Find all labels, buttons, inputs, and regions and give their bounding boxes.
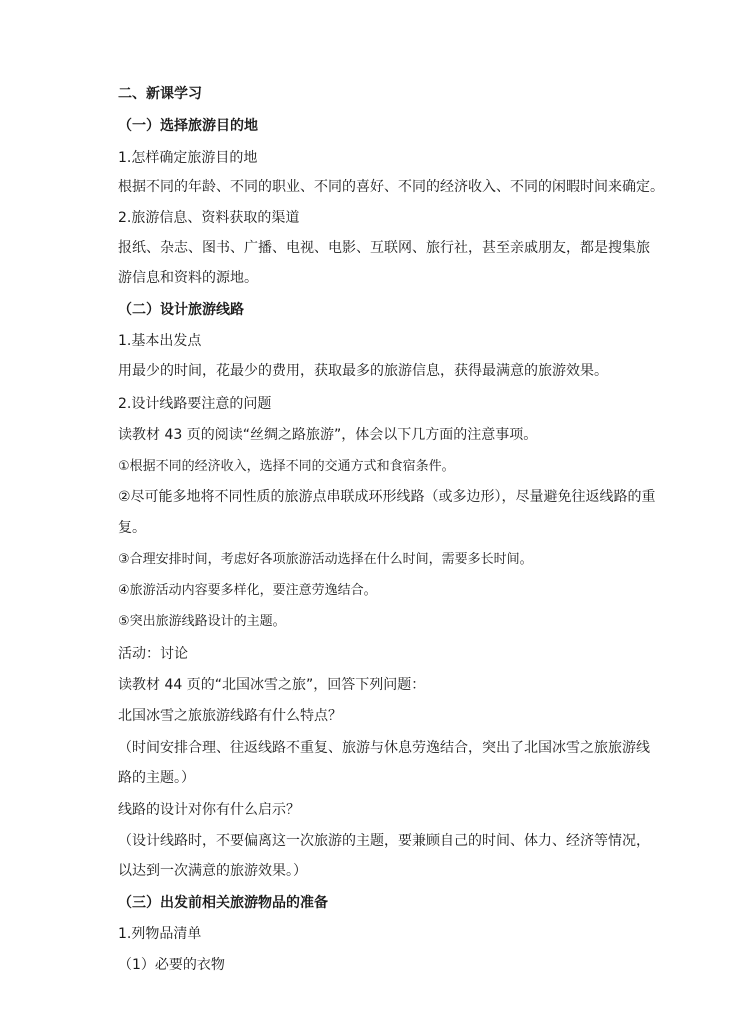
answer-1-line2: 路的主题。） <box>118 770 195 786</box>
activity-label: 活动：讨论 <box>118 646 188 662</box>
question-2: 线路的设计对你有什么启示？ <box>118 802 300 818</box>
q2-answer-line2: 游信息和资料的源地。 <box>118 270 258 286</box>
item-3: ③合理安排时间，考虑好各项旅游活动选择在什么时间，需要多长时间。 <box>118 552 533 567</box>
q2-title: 2.旅游信息、资料获取的渠道 <box>118 210 300 226</box>
item-5: ⑤突出旅游线路设计的主题。 <box>118 614 286 629</box>
p2-title: 2.设计线路要注意的问题 <box>118 396 272 412</box>
p1-text: 用最少的时间，花最少的费用，获取最多的旅游信息，获得最满意的旅游效果。 <box>118 363 608 379</box>
p2-intro: 读教材 43 页的阅读“丝绸之路旅游”，体会以下几方面的注意事项。 <box>118 427 538 443</box>
q2-answer-line1: 报纸、杂志、图书、广播、电视、电影、互联网、旅行社，甚至亲戚朋友，都是搜集旅 <box>118 240 650 256</box>
p1-title: 1.基本出发点 <box>118 333 202 349</box>
activity-intro: 读教材 44 页的“北国冰雪之旅”，回答下列问题： <box>118 677 426 693</box>
item-2-line2: 复。 <box>118 520 146 536</box>
part1-heading: （一）选择旅游目的地 <box>118 118 258 134</box>
answer-2-line2: 以达到一次满意的旅游效果。） <box>118 863 307 879</box>
q1-title: 1.怎样确定旅游目的地 <box>118 150 258 166</box>
question-1: 北国冰雪之旅旅游线路有什么特点？ <box>118 708 342 724</box>
l1-title: 1.列物品清单 <box>118 926 202 942</box>
section-title: 二、新课学习 <box>118 86 202 102</box>
part3-heading: （三）出发前相关旅游物品的准备 <box>118 895 328 911</box>
answer-1-line1: （时间安排合理、往返线路不重复、旅游与休息劳逸结合，突出了北国冰雪之旅旅游线 <box>118 740 650 756</box>
q1-answer: 根据不同的年龄、不同的职业、不同的喜好、不同的经济收入、不同的闲暇时间来确定。 <box>118 179 664 195</box>
l1-item-1: （1）必要的衣物 <box>118 957 225 973</box>
item-2-line1: ②尽可能多地将不同性质的旅游点串联成环形线路（或多边形），尽量避免往返线路的重 <box>118 489 656 505</box>
answer-2-line1: （设计线路时，不要偏离这一次旅游的主题，要兼顾自己的时间、体力、经济等情况， <box>118 833 650 849</box>
item-1: ①根据不同的经济收入，选择不同的交通方式和食宿条件。 <box>118 459 455 474</box>
item-4: ④旅游活动内容要多样化，要注意劳逸结合。 <box>118 583 377 598</box>
part2-heading: （二）设计旅游线路 <box>118 302 244 318</box>
